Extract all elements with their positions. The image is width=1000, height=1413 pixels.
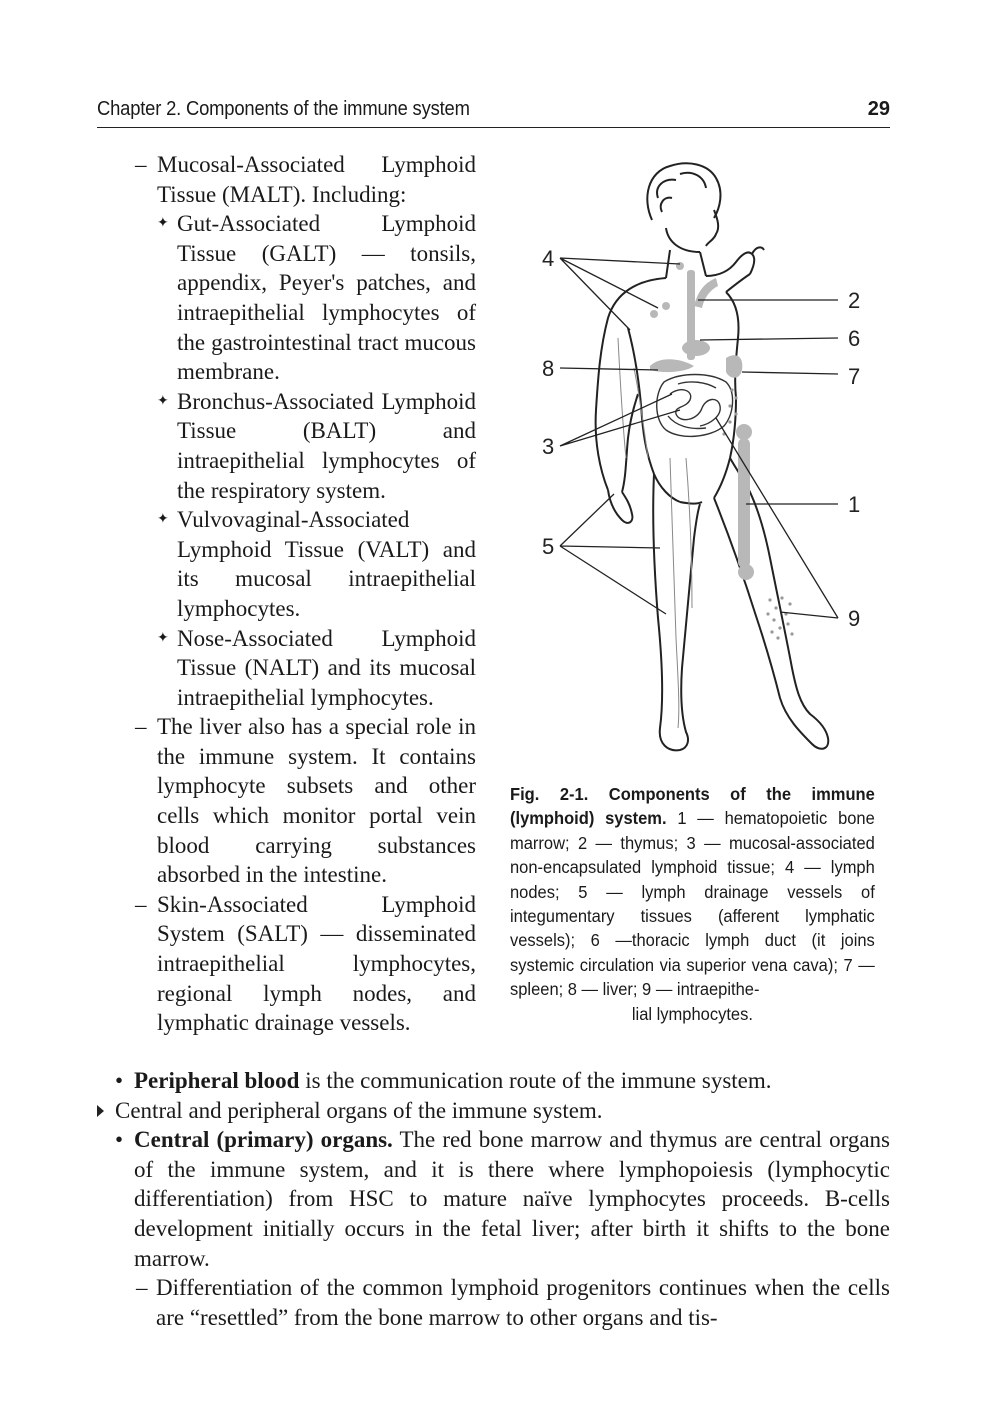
dash-marker: – — [135, 714, 147, 740]
central-organs-bold: Central (primary) organs. — [134, 1127, 393, 1153]
salt-text: Skin-Associated Lymphoid System (SALT) — disseminated intraepithelial lymphocytes, regional lymph nodes, and lymphatic drainage vessels. — [157, 891, 476, 1036]
diamond-bullet-icon — [157, 387, 169, 417]
body-diagram — [530, 158, 870, 768]
dash-marker: – — [135, 152, 147, 177]
callout-5: 5 — [542, 534, 555, 559]
page-number: 29 — [867, 98, 890, 120]
bullet-marker: • — [115, 1068, 124, 1093]
callout-8: 8 — [542, 356, 555, 381]
human-body-outline-icon — [596, 163, 829, 750]
bullet-marker: • — [115, 1127, 124, 1153]
dash-marker: – — [135, 891, 147, 917]
caption-title: Fig. 2-1. Components of the immune (lymphoid) system. — [510, 784, 875, 829]
caption-last-line: lial lymphocytes. — [631, 1003, 753, 1024]
callout-3: 3 — [542, 434, 555, 459]
main-text — [97, 1066, 890, 1332]
liver-item — [135, 712, 476, 890]
peripheral-blood-item — [97, 1066, 890, 1096]
malt-text: Mucosal-Associated Lymphoid Tissue (MALT). Including: — [157, 152, 476, 207]
callout-4: 4 — [542, 246, 555, 271]
section-heading-item — [97, 1096, 890, 1126]
diamond-bullet-icon — [157, 209, 169, 239]
central-organs-item — [97, 1125, 890, 1273]
balt-text: Bronchus-Associated Lymphoid Tissue (BALT) and intraepithelial lymphocytes of the respiratory system. — [177, 388, 476, 503]
valt-text: Vulvovaginal-Associated Lymphoid Tissue (VALT) and its mucosal intraepithelial lymphocytes. — [177, 507, 476, 621]
callout-2: 2 — [848, 288, 861, 313]
diamond-bullet-icon — [157, 505, 169, 535]
differentiation-item — [97, 1273, 890, 1332]
running-header — [97, 96, 890, 128]
galt-item — [135, 209, 476, 387]
peripheral-blood-text: is the communication route of the immune system. — [299, 1068, 772, 1093]
callout-lines — [560, 258, 838, 618]
dash-marker: – — [136, 1275, 148, 1301]
lymphoid-organs-icon — [650, 262, 754, 580]
valt-item — [135, 505, 476, 623]
callout-6: 6 — [848, 326, 861, 351]
left-column — [135, 150, 476, 1038]
triangle-bullet-icon — [97, 1105, 104, 1117]
nalt-text: Nose-Associated Lymphoid Tissue (NALT) and its mucosal intraepithelial lymphocytes. — [177, 625, 476, 710]
caption-body: 1 — hematopoietic bone marrow; 2 — thymus; 3 — mucosal-associated non-encapsulated lymphoid tissue; 4 — lymph nodes; 5 — lymph drainage vessels of integumentary tissues (afferent lymphatic vessels); 6 —thoracic lymph duct (it joins systemic circulation via superior vena cava); 7 — spleen; 8 — liver; 9 — intraepithe- — [510, 808, 875, 1000]
malt-item — [135, 150, 476, 209]
chapter-title: Chapter 2. Components of the immune system — [97, 98, 470, 120]
central-organs-text: The red bone marrow and thymus are central organs of the immune system, and it is there where lymphopoiesis (lymphocytic differentiation) from HSC to mature naïve lymphocytes proceeds. B-cells development initially occurs in the fetal liver; after birth it shifts to the bone marrow. — [134, 1127, 890, 1271]
section-heading: Central and peripheral organs of the immune system. — [115, 1097, 603, 1123]
galt-text: Gut-Associated Lymphoid Tissue (GALT) — tonsils, appendix, Peyer's patches, and intraepithelial lymphocytes of the gastrointestinal tract mucous membrane. — [177, 211, 476, 385]
callout-1: 1 — [848, 492, 861, 517]
diamond-bullet-icon — [157, 624, 169, 654]
salt-item — [135, 890, 476, 1038]
differentiation-text: Differentiation of the common lymphoid progenitors continues when the cells are “resettled” from the bone marrow to other organs and tis- — [156, 1275, 890, 1330]
balt-item — [135, 387, 476, 505]
nalt-item — [135, 624, 476, 713]
liver-text: The liver also has a special role in the immune system. It contains lymphocyte subsets and other cells which monitor portal vein blood carrying substances absorbed in the intestine. — [157, 714, 476, 888]
figure-caption — [510, 782, 875, 1026]
immune-system-figure — [530, 158, 870, 768]
lymph-vessels-icon — [618, 338, 692, 728]
callout-9: 9 — [848, 606, 861, 631]
callout-7: 7 — [848, 364, 861, 389]
peripheral-blood-bold: Peripheral blood — [134, 1068, 300, 1093]
